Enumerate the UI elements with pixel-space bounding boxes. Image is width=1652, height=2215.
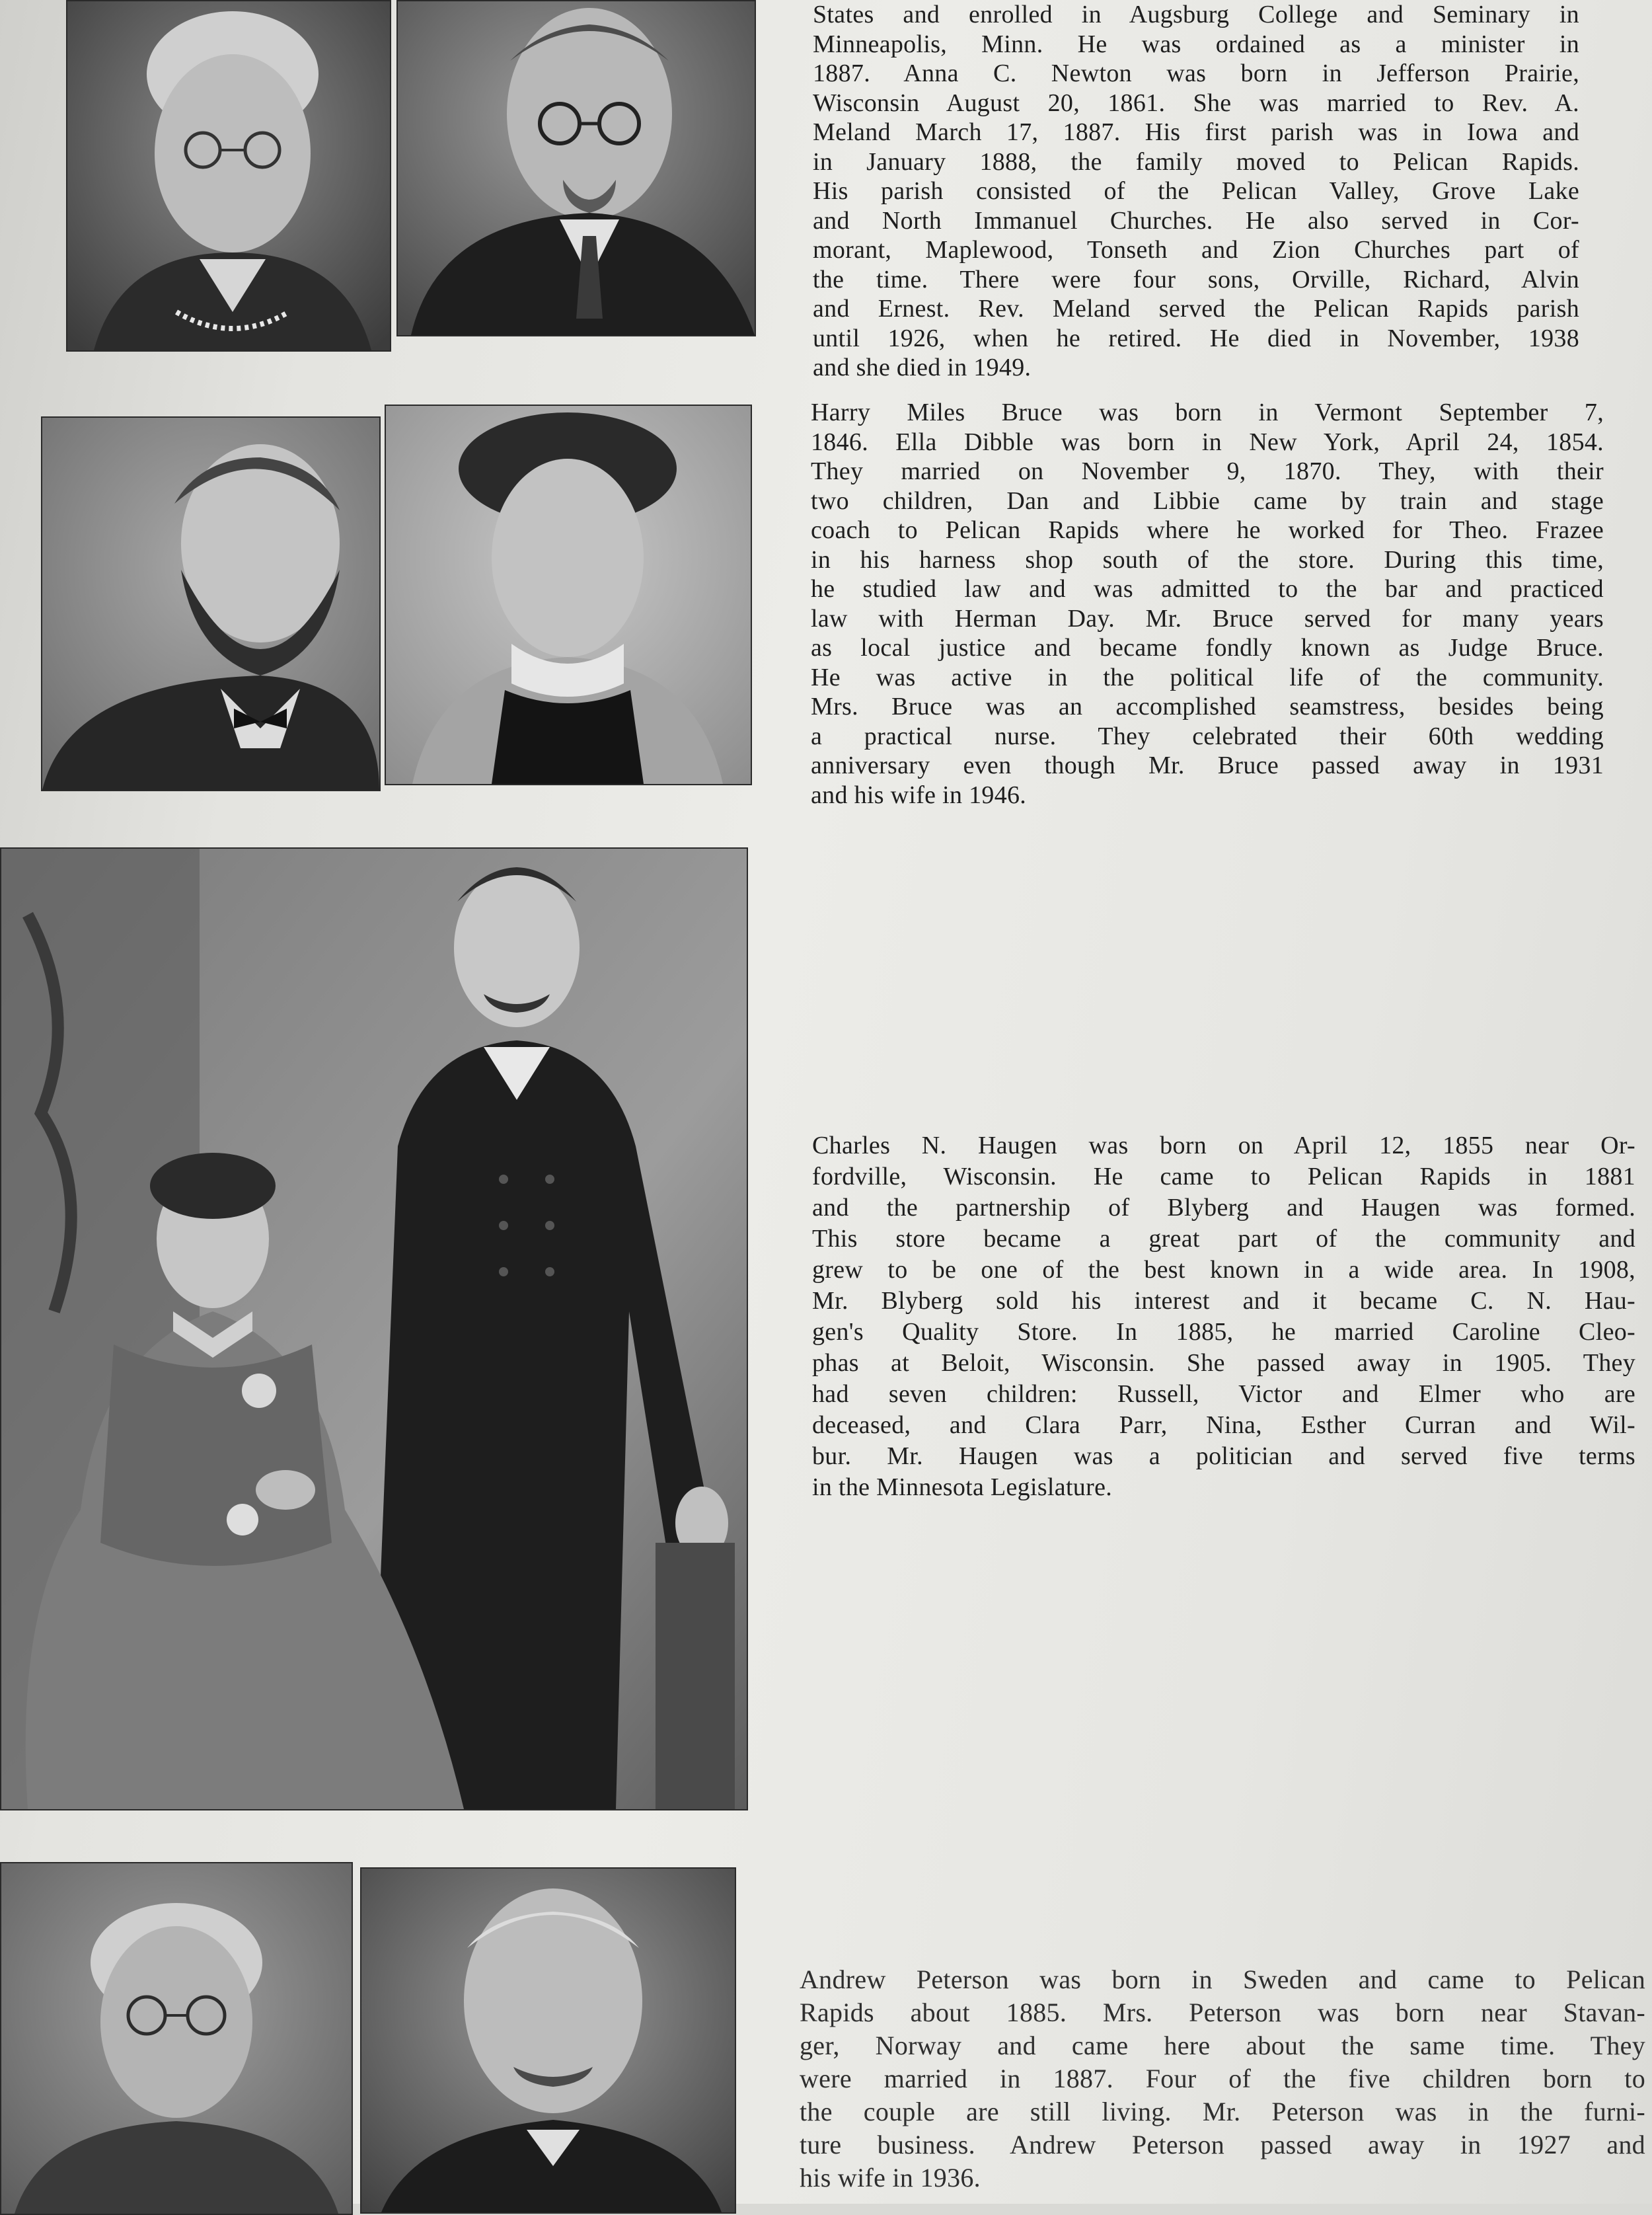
portrait-older-man-moustache-image: [361, 1869, 735, 2212]
portrait-man-glasses-goatee-image: [398, 1, 755, 335]
haugen-biography: [812, 1130, 1635, 1503]
text-line: Wisconsin August 20, 1861. She was married to Rev. A.: [813, 89, 1579, 117]
text-line: Andrew Peterson was born in Sweden and came to Pelican: [800, 1964, 1645, 1994]
text-line: in January 1888, the family moved to Pelican Rapids.: [813, 147, 1579, 176]
text-line: law with Herman Day. Mr. Bruce served for many years: [811, 604, 1604, 633]
portrait-rev-a-meland: [396, 0, 756, 336]
text-line: grew to be one of the best known in a wide area. In 1908,: [812, 1256, 1635, 1284]
text-line: phas at Beloit, Wisconsin. She passed away in 1905. They: [812, 1349, 1635, 1377]
text-line: bur. Mr. Haugen was a politician and served five terms: [812, 1442, 1635, 1470]
portrait-woman-glasses-image: [67, 1, 390, 350]
text-line: in his harness shop south of the store. During this time,: [811, 545, 1604, 574]
text-line: This store became a great part of the community and: [812, 1225, 1635, 1253]
portrait-harry-miles-bruce: [41, 416, 381, 791]
portrait-mrs-peterson: [0, 1862, 353, 2215]
portrait-charles-and-caroline-haugen: [0, 847, 748, 1810]
text-line: and the partnership of Blyberg and Haugen was formed.: [812, 1194, 1635, 1222]
text-line: the couple are still living. Mr. Peterson was in the furni-: [800, 2097, 1645, 2126]
bruce-biography: [811, 398, 1604, 810]
standing-couple-portrait-image: [1, 849, 747, 1809]
text-line: States and enrolled in Augsburg College and Seminary in: [813, 1, 1579, 28]
text-line: and his wife in 1946.: [811, 781, 1027, 809]
text-line: and North Immanuel Churches. He also served in Cor-: [813, 206, 1579, 235]
text-line: anniversary even though Mr. Bruce passed away in 1931: [811, 752, 1604, 779]
text-line: Meland March 17, 1887. His first parish was in Iowa and: [813, 118, 1579, 146]
text-line: a practical nurse. They celebrated their 60th wedding: [811, 722, 1604, 750]
text-line: Rapids about 1885. Mrs. Peterson was born near Stavan-: [800, 1998, 1645, 2027]
portrait-ella-dibble-bruce: [385, 405, 752, 785]
meland-biography: [813, 0, 1579, 383]
text-line: deceased, and Clara Parr, Nina, Esther Curran and Wil-: [812, 1411, 1635, 1439]
text-line: Minneapolis, Minn. He was ordained as a minister in: [813, 30, 1579, 58]
text-line: the time. There were four sons, Orville, Richard, Alvin: [813, 265, 1579, 293]
portrait-andrew-peterson: [360, 1867, 736, 2214]
text-line: two children, Dan and Libbie came by train and stage: [811, 486, 1604, 515]
text-line: and Ernest. Rev. Meland served the Pelican Rapids parish: [813, 295, 1579, 323]
portrait-anna-meland: [66, 0, 391, 352]
text-line: gen's Quality Store. In 1885, he married Caroline Cleo-: [812, 1318, 1635, 1346]
text-line: They married on November 9, 1870. They, with their: [811, 457, 1604, 485]
text-line: morant, Maplewood, Tonseth and Zion Churches part of: [813, 236, 1579, 264]
text-line: coach to Pelican Rapids where he worked for Theo. Frazee: [811, 516, 1604, 544]
portrait-woman-curly-hair-image: [386, 406, 751, 784]
text-line: as local justice and became fondly known as Judge Bruce.: [811, 634, 1604, 662]
text-line: 1887. Anna C. Newton was born in Jefferson Prairie,: [813, 59, 1579, 87]
text-line: were married in 1887. Four of the five children born to: [800, 2064, 1645, 2093]
text-line: had seven children: Russell, Victor and Elmer who are: [812, 1380, 1635, 1408]
text-line: Harry Miles Bruce was born in Vermont September 7,: [811, 399, 1604, 426]
peterson-biography: [800, 1963, 1645, 2195]
text-line: 1846. Ella Dibble was born in New York, April 24, 1854.: [811, 428, 1604, 456]
text-line: Mr. Blyberg sold his interest and it became C. N. Hau-: [812, 1287, 1635, 1315]
portrait-older-woman-glasses-image: [1, 1863, 352, 2214]
text-line: ger, Norway and came here about the same time. They: [800, 2031, 1645, 2060]
text-line: he studied law and was admitted to the bar and practiced: [811, 575, 1604, 603]
text-line: until 1926, when he retired. He died in November, 1938: [813, 324, 1579, 352]
text-line: his wife in 1936.: [800, 2163, 981, 2193]
text-line: He was active in the political life of the community.: [811, 663, 1604, 691]
text-line: Mrs. Bruce was an accomplished seamstress, besides being: [811, 693, 1604, 720]
text-line: Charles N. Haugen was born on April 12, 1855 near Or-: [812, 1132, 1635, 1159]
text-line: and she died in 1949.: [813, 354, 1032, 381]
portrait-bearded-man-image: [42, 418, 379, 790]
text-line: ture business. Andrew Peterson passed away in 1927 and: [800, 2130, 1645, 2159]
text-line: in the Minnesota Legislature.: [812, 1473, 1113, 1501]
text-line: fordville, Wisconsin. He came to Pelican Rapids in 1881: [812, 1163, 1635, 1190]
text-line: His parish consisted of the Pelican Valley, Grove Lake: [813, 177, 1579, 205]
